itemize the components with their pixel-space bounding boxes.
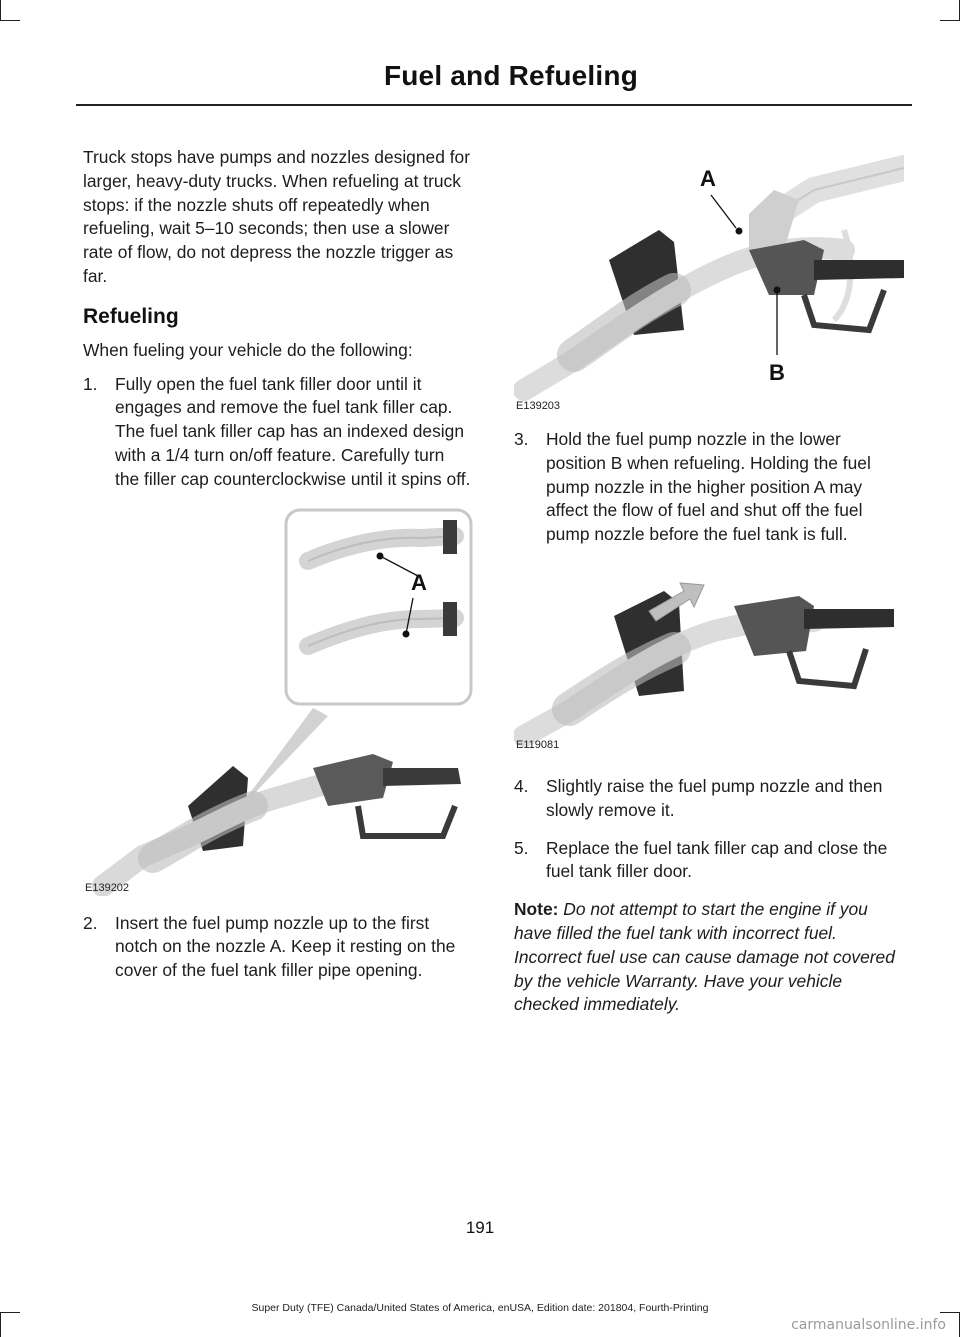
step-text: Hold the fuel pump nozzle in the lower position B when refueling. Holding the fuel pump nozzle in the higher position A may affect the flow of fuel and shut off the fuel pump nozzle before the fuel tank is full. bbox=[546, 429, 871, 545]
step-text: Insert the fuel pump nozzle up to the first notch on the nozzle A. Keep it resting on the cover of the fuel tank filler pipe opening. bbox=[115, 912, 456, 981]
figure-code: E139203 bbox=[516, 400, 561, 412]
intro-paragraph: Truck stops have pumps and nozzles designed for larger, heavy-duty trucks. When refueling at truck stops: if the nozzle shuts off repeatedly when refueling, wait 5–10 seconds; then use a slower rate of flow, do not depress the nozzle trigger as far. bbox=[83, 147, 470, 286]
step-2 bbox=[83, 912, 473, 983]
step-1 bbox=[83, 373, 473, 492]
figure-callout-b: B bbox=[769, 360, 785, 385]
note-label: Note: bbox=[514, 899, 559, 920]
figure-callout: A bbox=[411, 569, 427, 595]
right-column bbox=[514, 150, 904, 1017]
note-text: Do not attempt to start the engine if you have filled the fuel tank with incorrect fuel. Incorrect fuel use can cause damage not covered by the vehicle Warranty. Have your vehicle checked immediately. bbox=[514, 899, 895, 1015]
figure-code: E139202 bbox=[85, 881, 130, 894]
page-footer: Super Duty (TFE) Canada/United States of America, enUSA, Edition date: 201804, Fourth-Printing bbox=[251, 1302, 709, 1314]
step-text: Slightly raise the fuel pump nozzle and then slowly remove it. bbox=[546, 775, 883, 820]
step-3 bbox=[514, 428, 904, 547]
nozzle-positions-illustration bbox=[514, 150, 904, 414]
watermark: carmanualsonline.info bbox=[791, 1317, 946, 1333]
left-column bbox=[83, 146, 473, 997]
step-text: Fully open the fuel tank filler door until it engages and remove the fuel tank filler cap. The fuel tank filler cap has an indexed design with a 1/4 turn on/off feature. Carefully turn the filler cap counterclockwise until it spins off. bbox=[115, 373, 471, 489]
nozzle-remove-illustration bbox=[514, 561, 904, 753]
step-number: 5. bbox=[514, 837, 529, 858]
crop-mark bbox=[940, 20, 960, 21]
step-number: 2. bbox=[83, 912, 98, 933]
step-5 bbox=[514, 837, 904, 885]
figure-callout-a: A bbox=[700, 166, 716, 191]
step-number: 4. bbox=[514, 775, 529, 796]
nozzle-notch-illustration bbox=[83, 506, 473, 896]
step-text: Replace the fuel tank filler cap and close the fuel tank filler door. bbox=[546, 837, 888, 882]
figure-nozzle-notch bbox=[83, 506, 473, 896]
figure-nozzle-positions bbox=[514, 150, 904, 414]
step-number: 3. bbox=[514, 429, 529, 449]
note-paragraph bbox=[514, 898, 904, 1017]
crop-mark bbox=[0, 20, 20, 21]
step-number: 1. bbox=[83, 373, 98, 394]
header-rule bbox=[76, 104, 912, 106]
page-number: 191 bbox=[465, 1218, 495, 1237]
step-4 bbox=[514, 775, 904, 823]
crop-mark bbox=[0, 1313, 1, 1337]
lead-paragraph: When fueling your vehicle do the following: bbox=[83, 339, 413, 360]
page-header-title: Fuel and Refueling bbox=[383, 60, 638, 91]
crop-mark bbox=[0, 0, 1, 20]
figure-nozzle-remove bbox=[514, 561, 904, 753]
figure-code: E119081 bbox=[516, 738, 560, 751]
section-heading: Refueling bbox=[83, 304, 179, 328]
